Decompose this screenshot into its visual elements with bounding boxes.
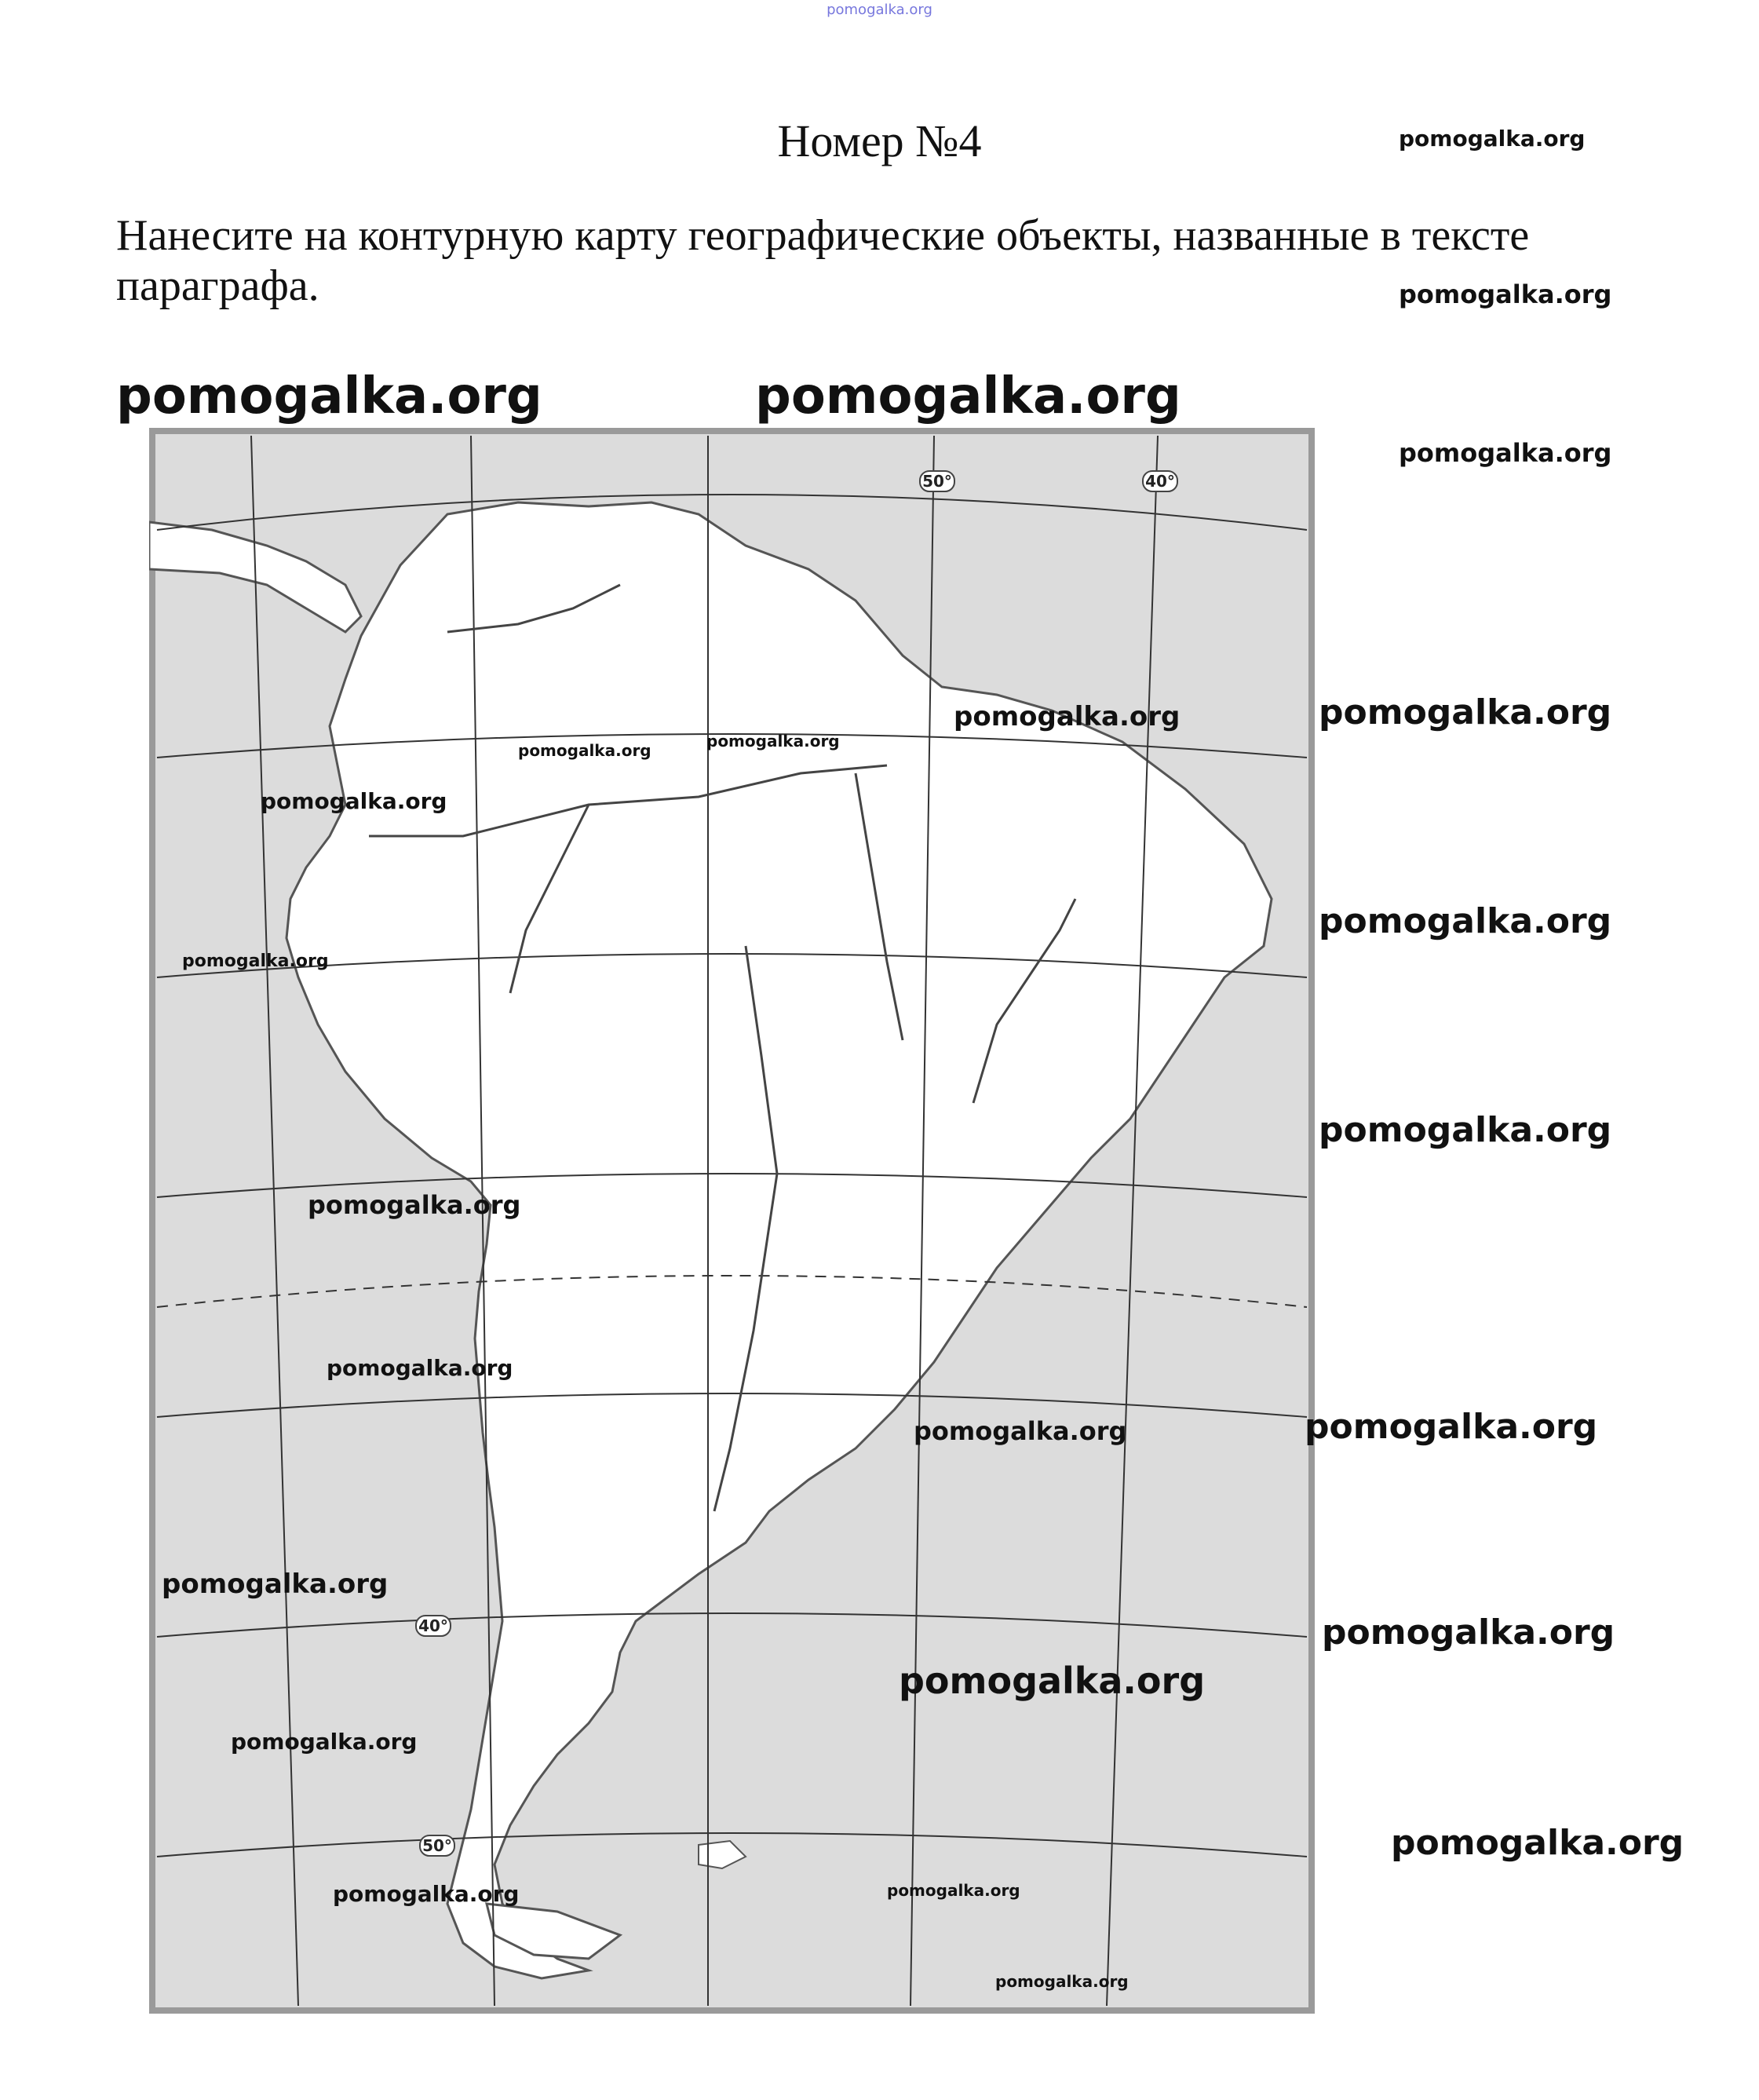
watermark: pomogalka.org [995,1972,1129,1991]
contour-map [149,428,1315,2014]
watermark: pomogalka.org [116,367,542,425]
watermark: pomogalka.org [308,1190,521,1220]
watermark: pomogalka.org [1399,279,1612,309]
meridian-label-40: 40° [1145,472,1175,491]
parallel-label-40: 40° [418,1616,448,1635]
page-title: Номер №4 [777,115,982,166]
watermark: pomogalka.org [333,1881,520,1907]
meridian-label-50: 50° [922,472,952,491]
watermark: pomogalka.org [1399,126,1586,152]
watermark: pomogalka.org [914,1416,1127,1446]
watermark: pomogalka.org [518,741,651,760]
watermark: pomogalka.org [887,1881,1020,1900]
parallel-label-50: 50° [422,1836,452,1855]
watermark: pomogalka.org [1305,1407,1598,1447]
watermark: pomogalka.org [1319,692,1612,732]
watermark: pomogalka.org [327,1355,513,1381]
task-text: Нанесите на контурную карту географические объекты, названные в тексте параграфа. [116,211,1530,310]
watermark: pomogalka.org [231,1729,418,1755]
watermark: pomogalka.org [1319,901,1612,941]
watermark: pomogalka.org [261,788,447,814]
site-watermark-top: pomogalka.org [827,2,932,18]
watermark: pomogalka.org [1319,1110,1612,1150]
watermark: pomogalka.org [899,1660,1206,1702]
watermark: pomogalka.org [1322,1612,1615,1653]
watermark: pomogalka.org [1391,1823,1684,1863]
watermark: pomogalka.org [706,732,840,751]
watermark: pomogalka.org [954,701,1181,732]
watermark: pomogalka.org [755,367,1181,425]
watermark: pomogalka.org [1399,438,1612,468]
watermark: pomogalka.org [162,1569,389,1600]
watermark: pomogalka.org [182,951,329,971]
